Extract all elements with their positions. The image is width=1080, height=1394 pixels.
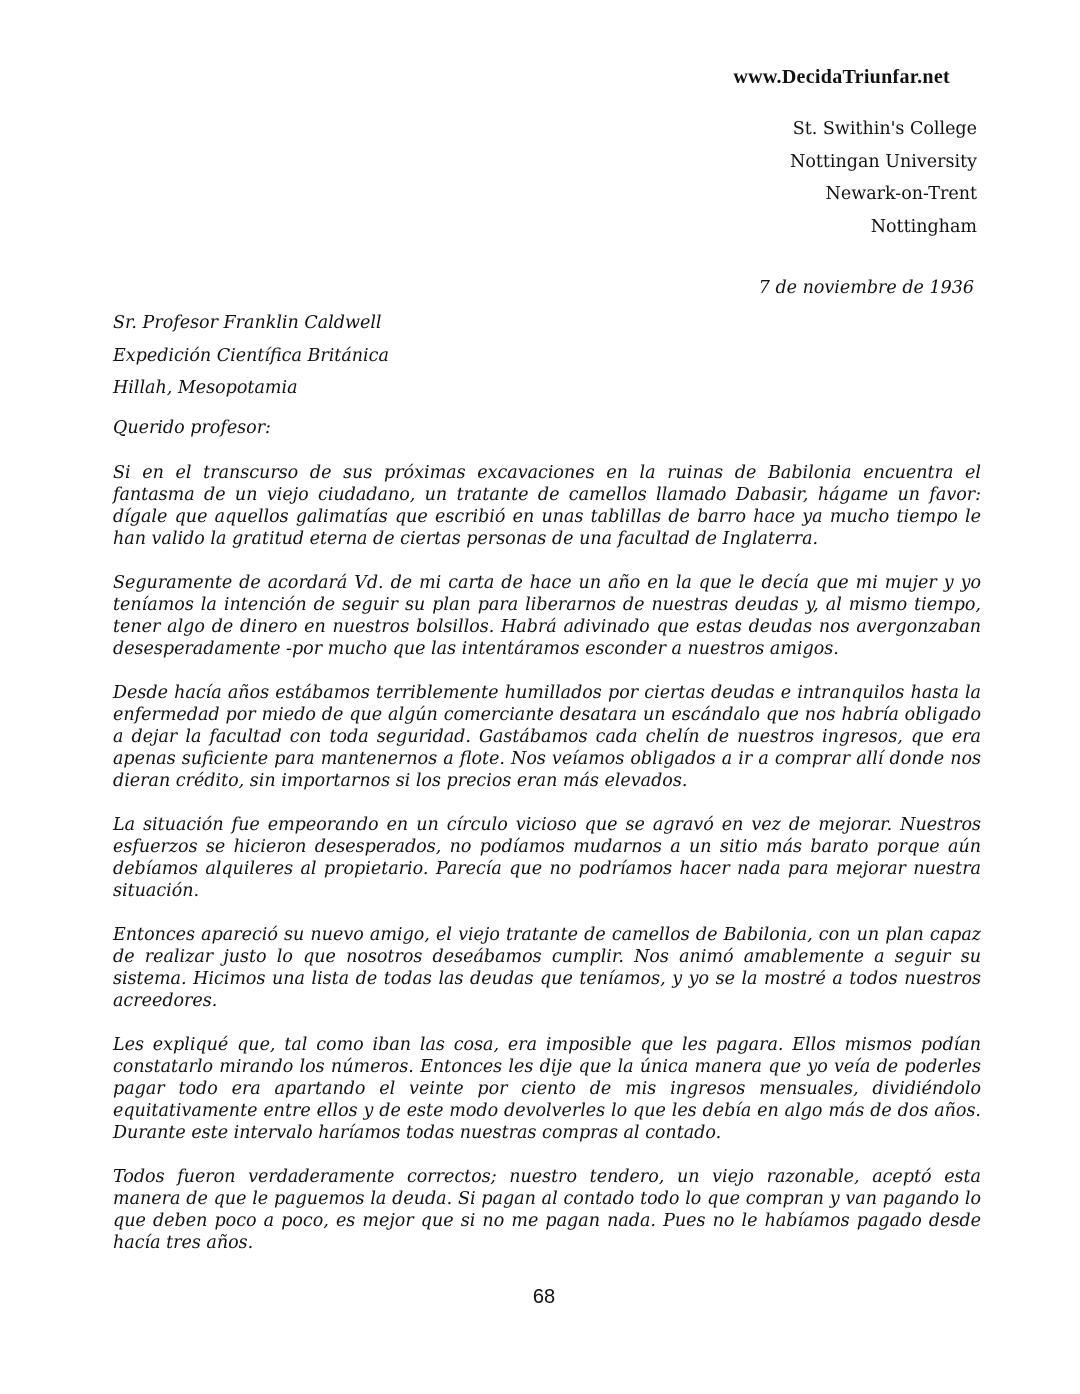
body-paragraph: Seguramente de acordará Vd. de mi carta de hace un año en la que le decía que mi mujer y yo teníamos la intención de seguir su plan para liberarnos de nuestras deudas y, al mismo tiempo, tener algo de dinero en nuestros bolsillos. Habrá adivinado que estas deudas nos avergonzaban desesperadamente -por mucho que las intentáramos esconder a nuestros amigos. bbox=[113, 573, 981, 659]
sender-address bbox=[790, 113, 977, 243]
address-line: Nottingham bbox=[870, 216, 977, 237]
recipient-block bbox=[113, 307, 389, 405]
address-line: Nottingan University bbox=[790, 151, 977, 172]
recipient-line: Expedición Científica Británica bbox=[113, 345, 389, 366]
body-paragraph: Todos fueron verdaderamente correctos; nuestro tendero, un viejo razonable, aceptó esta manera de que le paguemos la deuda. Si pagan al contado todo lo que compran y van pagando lo que deben poco a poco, es mejor que si no me pagan nada. Pues no le habíamos pagado desde hacía tres años. bbox=[113, 1167, 981, 1253]
letter-body bbox=[113, 462, 981, 1276]
recipient-line: Sr. Profesor Franklin Caldwell bbox=[113, 313, 382, 333]
recipient-line: Hillah, Mesopotamia bbox=[113, 378, 298, 398]
body-paragraph: Entonces apareció su nuevo amigo, el viejo tratante de camellos de Babilonia, con un plan capaz de realizar justo lo que nosotros deseábamos cumplir. Nos animó amablemente a seguir su sistema. Hicimos una lista de todas las deudas que teníamos, y yo se la mostré a todos nuestros acreedores. bbox=[113, 925, 981, 1011]
address-line: St. Swithin's College bbox=[792, 119, 977, 139]
body-paragraph: Les expliqué que, tal como iban las cosa, era imposible que les pagara. Ellos mismos podían constatarlo mirando los números. Entonces les dije que la única manera que yo veía de poderles pagar todo era apartando el veinte por ciento de mis ingresos mensuales, dividiéndolo equitativamente entre ellos y de este modo devolverles lo que les debía en algo más de dos años. Durante este intervalo haríamos todas nuestras compras al contado. bbox=[113, 1035, 981, 1143]
body-paragraph: Si en el transcurso de sus próximas excavaciones en la ruinas de Babilonia encuentra el fantasma de un viejo ciudadano, un tratante de camellos llamado Dabasir, hágame un favor: dígale que aquellos galimatías que escribió en unas tablillas de barro hace ya mucho tiempo le han valido la gratitud eterna de ciertas personas de una facultad de Inglaterra. bbox=[113, 463, 981, 549]
page-number: 68 bbox=[532, 1286, 556, 1308]
salutation: Querido profesor: bbox=[113, 418, 271, 438]
website-header: www.DecidaTriunfar.net bbox=[733, 66, 950, 88]
letter-date: 7 de noviembre de 1936 bbox=[758, 278, 974, 298]
body-paragraph: La situación fue empeorando en un círculo vicioso que se agravó en vez de mejorar. Nuestros esfuerzos se hicieron desesperados, no podíamos mudarnos a un sitio más barato porque aún debíamos alquileres al propietario. Parecía que no podríamos hacer nada para mejorar nuestra situación. bbox=[113, 815, 981, 901]
body-paragraph: Desde hacía años estábamos terriblemente humillados por ciertas deudas e intranquilos hasta la enfermedad por miedo de que algún comerciante desatara un escándalo que nos habría obligado a dejar la facultad con toda seguridad. Gastábamos cada chelín de nuestros ingresos, que era apenas suficiente para mantenernos a flote. Nos veíamos obligados a ir a comprar allí donde nos dieran crédito, sin importarnos si los precios eran más elevados. bbox=[113, 683, 981, 791]
address-line: Newark-on-Trent bbox=[825, 184, 977, 204]
